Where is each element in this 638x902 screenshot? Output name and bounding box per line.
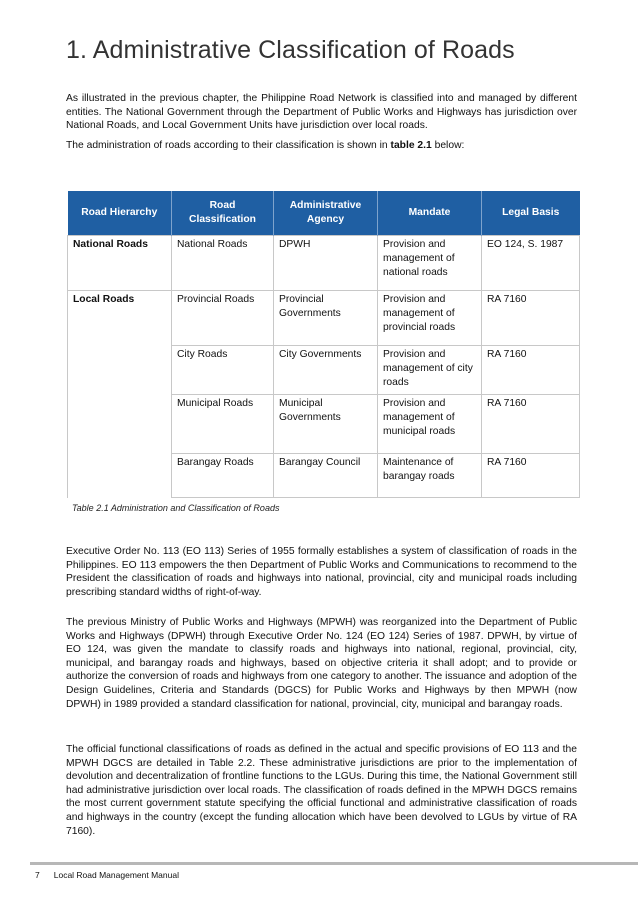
cell-agency: City Governments: [274, 346, 378, 395]
table-row-national: [68, 236, 580, 291]
cell-classification: National Roads: [172, 236, 274, 291]
page-title: 1. Administrative Classification of Roads: [66, 36, 515, 64]
cell-classification: City Roads: [172, 346, 274, 395]
footer-divider: [30, 862, 638, 865]
cell-classification: Barangay Roads: [172, 454, 274, 498]
table-header-row: [68, 191, 580, 236]
intro-paragraph: As illustrated in the previous chapter, the Philippine Road Network is classified into and managed by different entities. The National Government through the Department of Public Works and Highways has jurisdiction over National Roads, and Local Government Units have jurisdiction over local roads.: [66, 93, 577, 132]
cell-mandate: Provision and management of national roads: [378, 236, 482, 291]
dpwh-reorganization-paragraph: The previous Ministry of Public Works and Highways (MPWH) was reorganized into the Department of Public Works and Highways (DPWH) through Executive Order No. 124 (EO 124) Series of 1987. DPWH, by virtue of EO 124, was given the mandate to classify roads and highways into national, regional, provincial, city, municipal, and barangay roads and highways, based on objective criteria it shall adopt; and to provide or authorize the conversion of roads and highways from one category to another. The issuance and adoption of the Design Guidelines, Criteria and Standards (DGCS) for Public Works and Highways by then MPWH (now DPWH) in 1989 provided a standard classification for national, provincial, city, municipal and barangay roads.: [66, 617, 577, 710]
cell-mandate: Maintenance of barangay roads: [378, 454, 482, 498]
page-number: 7: [35, 870, 40, 880]
table-row-provincial: [68, 291, 580, 346]
manual-title: Local Road Management Manual: [53, 870, 179, 880]
cell-legal-basis: RA 7160: [482, 454, 580, 498]
cell-legal-basis: EO 124, S. 1987: [482, 236, 580, 291]
eo113-paragraph: Executive Order No. 113 (EO 113) Series of 1955 formally establishes a system of classification of roads in the Philippines. EO 113 empowers the then Department of Public Works and Communications to recommend to the President the classification of roads and highways into national, provincial, city and municipal roads including prescribing standard widths of right-of-way.: [66, 546, 577, 598]
header-road-classification: Road Classification: [172, 191, 274, 236]
cell-agency: DPWH: [274, 236, 378, 291]
cell-hierarchy-local: Local Roads: [68, 291, 172, 498]
table-caption: Table 2.1 Administration and Classification of Roads: [72, 503, 280, 513]
cell-mandate: Provision and management of municipal roads: [378, 395, 482, 454]
cell-legal-basis: RA 7160: [482, 346, 580, 395]
table-ref-before: The administration of roads according to their classification is shown in: [66, 140, 391, 151]
cell-legal-basis: RA 7160: [482, 395, 580, 454]
cell-mandate: Provision and management of provincial roads: [378, 291, 482, 346]
header-administrative-agency: Administrative Agency: [274, 191, 378, 236]
cell-agency: Barangay Council: [274, 454, 378, 498]
page-footer: [35, 870, 179, 880]
header-legal-basis: Legal Basis: [482, 191, 580, 236]
cell-mandate: Provision and management of city roads: [378, 346, 482, 395]
cell-hierarchy: National Roads: [68, 236, 172, 291]
cell-classification: Provincial Roads: [172, 291, 274, 346]
cell-legal-basis: RA 7160: [482, 291, 580, 346]
cell-agency: Provincial Governments: [274, 291, 378, 346]
header-mandate: Mandate: [378, 191, 482, 236]
road-classification-table: [67, 191, 580, 498]
table-reference-paragraph: [66, 139, 577, 153]
cell-agency: Municipal Governments: [274, 395, 378, 454]
cell-classification: Municipal Roads: [172, 395, 274, 454]
functional-classification-paragraph: The official functional classifications of roads as defined in the actual and specific provisions of EO 113 and the MPWH DGCS are detailed in Table 2.2. These administrative jurisdictions are prior to the implementation of devolution and decentralization of frontline functions to the LGUs. During this time, the National Government still had administrative jurisdiction over local roads. The classification of roads defined in the MPWH DGCS remains the most current government statute specifying the official functional and administrative classification of roads and highways in the country (except the funding allocation which have been devolved to LGUs by virtue of RA 7160).: [66, 744, 577, 837]
table-ref-link: table 2.1: [390, 140, 432, 151]
header-road-hierarchy: Road Hierarchy: [68, 191, 172, 236]
table-ref-after: below:: [431, 140, 465, 151]
